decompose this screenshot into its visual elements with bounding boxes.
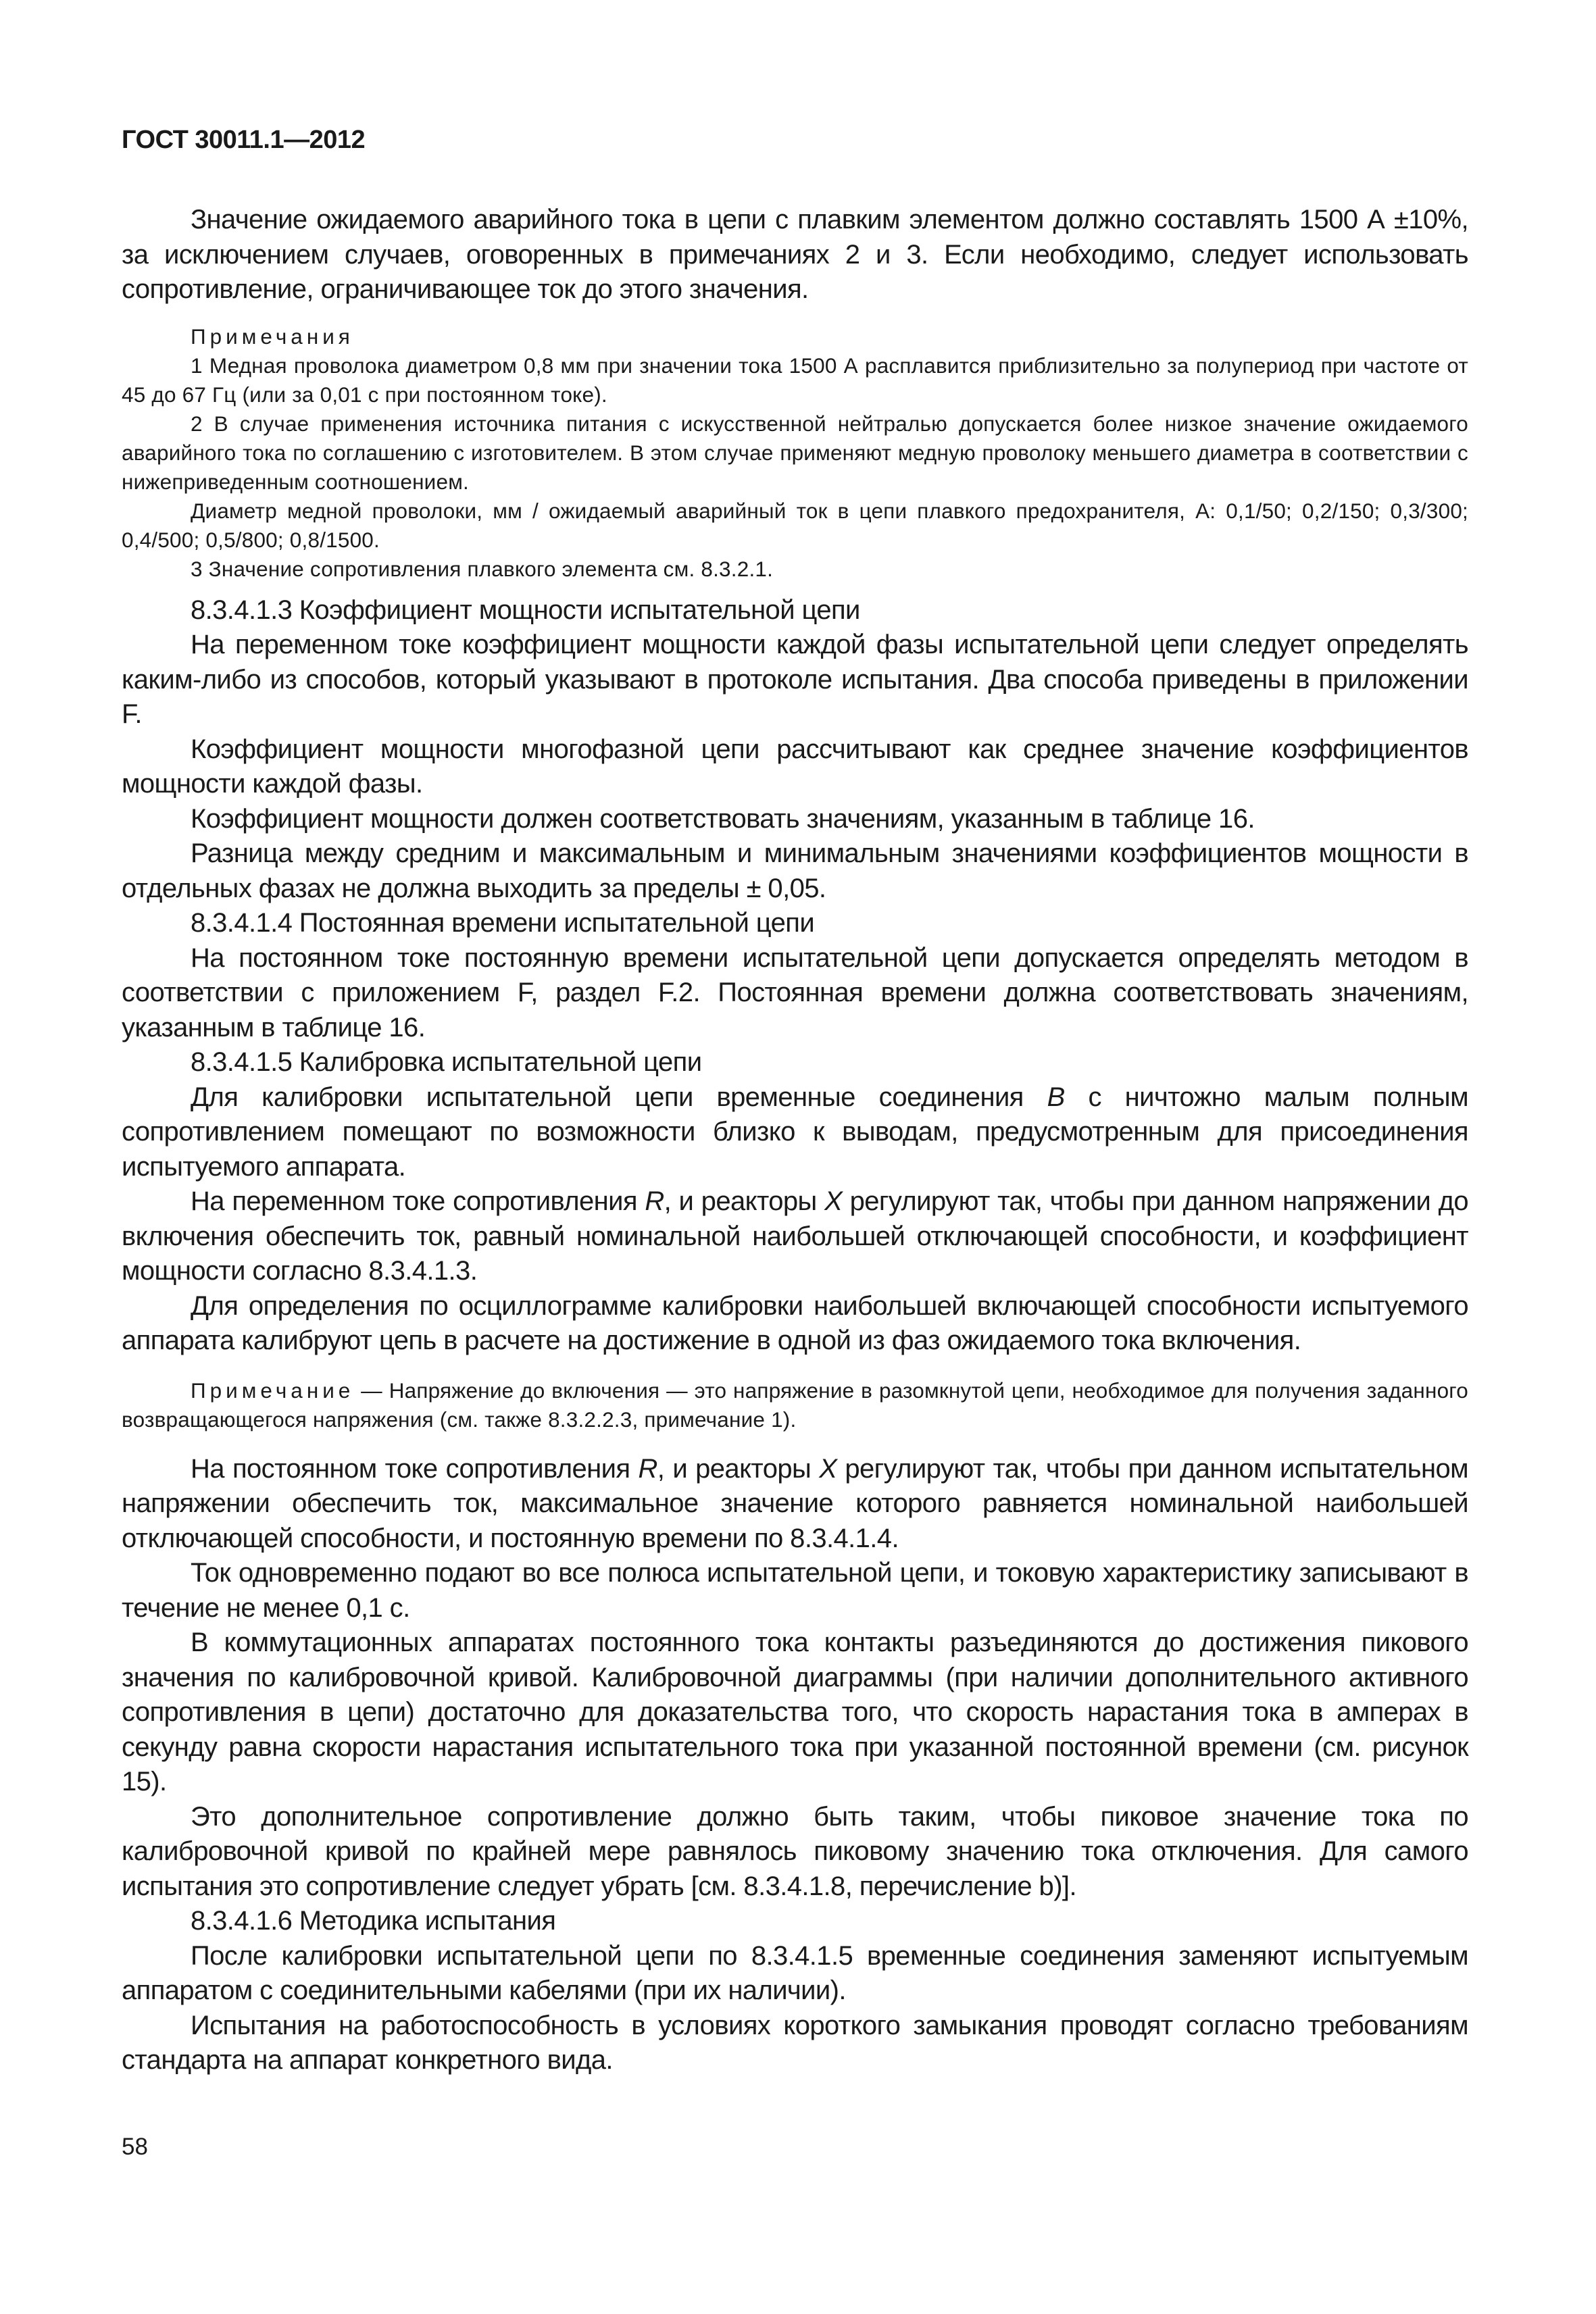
text-run: , и реакторы <box>664 1186 825 1216</box>
section-8-3-4-1-3-title: 8.3.4.1.3 Коэффициент мощности испытательной цепи <box>191 595 860 625</box>
section-8-3-4-1-5-p4 <box>122 1452 1468 1557</box>
section-8-3-4-1-5-p7: Это дополнительное сопротивление должно быть таким, чтобы пиковое значение тока по калибровочной кривой по крайней мере равнялось пиковому значению тока отключения. Для самого испытания это сопротивление следует убрать [см. 8.3.4.1.8, перечисление b)]. <box>122 1801 1468 1901</box>
section-8-3-4-1-4-title: 8.3.4.1.4 Постоянная времени испытательной цепи <box>191 908 815 938</box>
text-run: Для калибровки испытательной цепи временные соединения <box>191 1082 1047 1112</box>
symbol-r: R <box>638 1453 657 1484</box>
section-8-3-4-1-6-title: 8.3.4.1.6 Методика испытания <box>191 1906 556 1936</box>
section-8-3-4-1-5-note <box>122 1376 1468 1434</box>
text-run: На переменном токе сопротивления <box>191 1186 645 1216</box>
note-label: Примечание <box>191 1378 355 1403</box>
section-8-3-4-1-3-p4: Разница между средним и максимальным и минимальным значениями коэффициентов мощности в отдельных фазах не должна выходить за пределы ± 0,05. <box>122 838 1468 903</box>
section-8-3-4-1-5-p6: В коммутационных аппаратах постоянного тока контакты разъединяются до достижения пикового значения по калибровочной кривой. Калибровочной диаграммы (при наличии дополнительного активного сопротивления в цепи) достаточно для доказательства того, что скорость нарастания тока в амперах в секунду равна скорости нарастания испытательного тока при указанной постоянной времени (см. рисунок 15). <box>122 1628 1468 1796</box>
text-run: регулируют так, чтобы при данном испытательном напряжении обеспечить ток, максимальное значение которого равняется номинальной наибольшей отключающей способности, и постоянную времени по 8.3.4.1.4. <box>122 1453 1468 1553</box>
text-run: На постоянном токе сопротивления <box>191 1453 639 1484</box>
section-8-3-4-1-3-p1: На переменном токе коэффициент мощности каждой фазы испытательной цепи следует определять каким-либо из способов, который указывают в протоколе испытания. Два способа приведены в приложении F. <box>122 630 1468 729</box>
notes-heading: Примечания <box>191 324 354 349</box>
section-8-3-4-1-4-p1: На постоянном токе постоянную времени испытательной цепи допускается определять методом в соответствии с приложением F, раздел F.2. Постоянная времени должна соответствовать значениям, указанным в таблице 16. <box>122 942 1468 1042</box>
text-run: с ничтожно малым полным сопротивлением помещают по возможности близко к выводам, предусмотренным для присоединения испытуемого аппарата. <box>122 1082 1468 1182</box>
note-1: 1 Медная проволока диаметром 0,8 мм при значении тока 1500 А расплавится приблизительно за полупериод при частоте от 45 до 67 Гц (или за 0,01 с при постоянном токе). <box>122 353 1468 407</box>
note-3: 3 Значение сопротивления плавкого элемента см. 8.3.2.1. <box>191 556 774 581</box>
page-number: 58 <box>122 2134 148 2160</box>
section-8-3-4-1-3-p2: Коэффициент мощности многофазной цепи рассчитывают как среднее значение коэффициентов мощности каждой фазы. <box>122 734 1468 799</box>
section-8-3-4-1-5-title: 8.3.4.1.5 Калибровка испытательной цепи <box>191 1047 702 1077</box>
section-8-3-4-1-3-p3: Коэффициент мощности должен соответствовать значениям, указанным в таблице 16. <box>191 803 1255 834</box>
symbol-b: B <box>1047 1082 1065 1112</box>
section-8-3-4-1-5-p3: Для определения по осциллограмме калибровки наибольшей включающей способности испытуемого аппарата калибруют цепь в расчете на достижение в одной из фаз ожидаемого тока включения. <box>122 1290 1468 1355</box>
note-2: 2 В случае применения источника питания с искусственной нейтралью допускается более низкое значение ожидаемого аварийного тока по соглашению с изготовителем. В этом случае применяют медную проволоку меньшего диаметра в соответствии с нижеприведенным соотношением. <box>122 411 1468 494</box>
section-8-3-4-1-5-p1 <box>122 1080 1468 1185</box>
document-header: ГОСТ 30011.1—2012 <box>122 126 366 154</box>
section-8-3-4-1-6-p2: Испытания на работоспособность в условиях короткого замыкания проводят согласно требованиям стандарта на аппарат конкретного вида. <box>122 2010 1468 2075</box>
intro-paragraph: Значение ожидаемого аварийного тока в цепи с плавким элементом должно составлять 1500 А ±10%, за исключением случаев, оговоренных в примечаниях 2 и 3. Если необходимо, следует использовать сопротивление, ограничивающее ток до этого значения. <box>122 205 1468 304</box>
text-run: регулируют так, чтобы при данном напряжении до включения обеспечить ток, равный номинальной наибольшей отключающей способности, и коэффициент мощности согласно 8.3.4.1.3. <box>122 1186 1468 1286</box>
note-text: — Напряжение до включения — это напряжение в разомкнутой цепи, необходимое для получения заданного возвращающегося напряжения (см. также 8.3.2.2.3, примечание 1). <box>122 1378 1468 1432</box>
section-8-3-4-1-5-p2 <box>122 1184 1468 1289</box>
section-8-3-4-1-5-p5: Ток одновременно подают во все полюса испытательной цепи, и токовую характеристику записывают в течение не менее 0,1 с. <box>122 1558 1468 1623</box>
symbol-x: X <box>819 1453 837 1484</box>
text-run: , и реакторы <box>657 1453 820 1484</box>
symbol-r: R <box>645 1186 664 1216</box>
section-8-3-4-1-6-p1: После калибровки испытательной цепи по 8.3.4.1.5 временные соединения заменяют испытуемым аппаратом с соединительными кабелями (при их наличии). <box>122 1940 1468 2005</box>
symbol-x: X <box>824 1186 843 1216</box>
page-body <box>122 203 1468 2078</box>
note-2-ratios: Диаметр медной проволоки, мм / ожидаемый аварийный ток в цепи плавкого предохранителя, А: 0,1/50; 0,2/150; 0,3/300; 0,4/500; 0,5/800; 0,8/1500. <box>122 498 1468 552</box>
